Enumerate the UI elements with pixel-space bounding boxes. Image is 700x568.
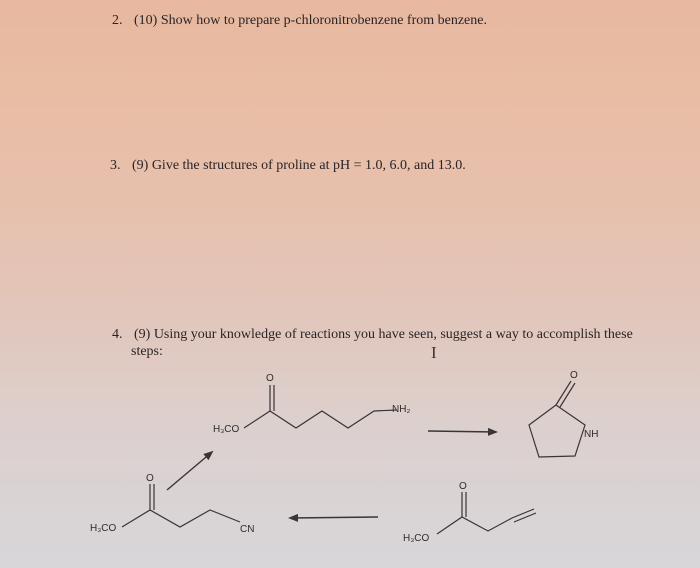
reaction-arrow-left [290, 517, 378, 518]
nitrile-structure [90, 473, 254, 535]
lactam-o-label: O [570, 370, 578, 381]
mid-h3co-label: H₃CO [213, 424, 240, 435]
question-2-text: (10) Show how to prepare p-chloronitrobenzene from benzene. [134, 13, 487, 28]
question-2-number: 2. [112, 13, 123, 28]
mid-nh2-label: NH₂ [392, 404, 411, 415]
nitrile-cn-label: CN [240, 524, 255, 535]
question-4-text-line1: (9) Using your knowledge of reactions you have seen, suggest a way to accomplish these [134, 327, 633, 342]
reaction-arrow-diagonal [167, 452, 212, 490]
question-3-text: (9) Give the structures of proline at pH = 1.0, 6.0, and 13.0. [132, 158, 466, 173]
enone-o-label: O [459, 481, 467, 492]
question-4-number: 4. [112, 327, 123, 342]
text-cursor-icon: I [431, 343, 437, 362]
reaction-arrow-right [428, 431, 496, 432]
lactam-nh-label: NH [584, 429, 599, 440]
question-3-number: 3. [110, 158, 121, 173]
mid-carbonyl-o-label: O [266, 373, 274, 384]
question-4-text-line2: steps: [131, 344, 163, 359]
enone-h3co-label: H₃CO [403, 533, 430, 544]
lactam-ring-structure [529, 370, 598, 457]
enone-structure [403, 481, 536, 544]
nitrile-o-label: O [146, 473, 154, 484]
amino-ketoester-structure [213, 373, 410, 435]
nitrile-h3co-label: H₃CO [90, 523, 117, 534]
